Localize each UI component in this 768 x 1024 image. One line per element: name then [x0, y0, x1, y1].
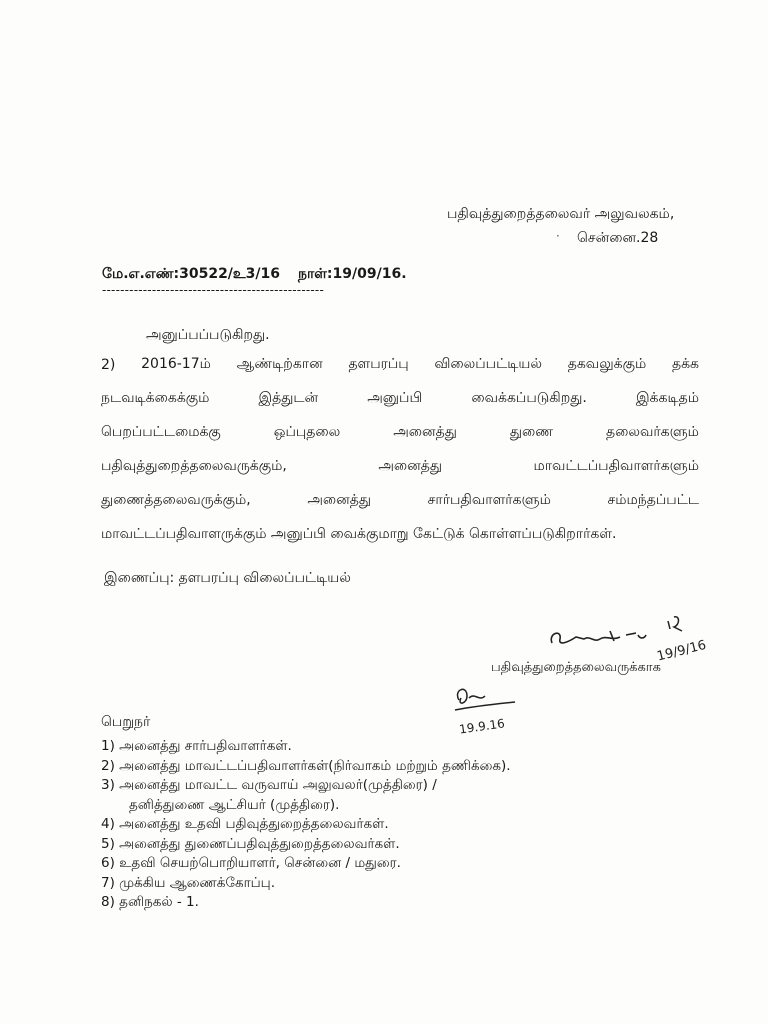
paragraph-word: தகவலுக்கும் — [567, 356, 647, 372]
paragraph-word: விலைப்பட்டியல் — [434, 356, 542, 372]
paragraph-word: நடவடிக்கைக்கும் — [101, 390, 210, 406]
separator-line: ------------------------------------------------- — [102, 283, 324, 297]
sent-line: அனுப்பப்படுகிறது. — [146, 327, 270, 343]
paragraph-word: அனைத்து — [378, 458, 442, 474]
paragraph-word: தளபரப்பு — [348, 356, 409, 372]
recipients-label: பெறுநர் — [101, 714, 151, 730]
paragraph-word: ஆண்டிற்கான — [236, 356, 323, 372]
paragraph-word: இத்துடன் — [258, 390, 319, 406]
paragraph-line — [101, 382, 699, 416]
reference-number: மே.எ.எண்:30522/உ3/16 — [102, 266, 280, 282]
stray-mark: · — [556, 229, 560, 243]
paragraph-word: 2) — [101, 357, 116, 373]
initial-date: 19.9.16 — [458, 716, 506, 737]
paragraph-line — [101, 484, 699, 518]
enclosure-line: இணைப்பு: தளபரப்பு விலைப்பட்டியல் — [104, 570, 351, 586]
letter-date: நாள்:19/09/16. — [298, 266, 407, 282]
paragraph-word: சார்பதிவாளர்களும் — [427, 492, 551, 508]
paragraph-line — [101, 450, 699, 484]
paragraph-word: தலைவர்களும் — [605, 424, 699, 440]
paragraph-word: துணைத்தலைவருக்கும், — [101, 492, 251, 508]
paragraph-word: தக்க — [671, 356, 699, 372]
paragraph-word: மாவட்டப்பதிவாளருக்கும் அனுப்பி வைக்குமாறு கேட்டுக் கொள்ளப்படுகிறார்கள். — [101, 526, 617, 542]
paragraph-line — [101, 416, 699, 450]
signature-date: 19/9/16 — [655, 637, 708, 665]
paragraph-word: பெறப்பட்டமைக்கு — [101, 424, 221, 440]
paragraph-word: அனைத்து — [393, 424, 457, 440]
paragraph-word: அனைத்து — [307, 492, 371, 508]
recipient-item: 6) உதவி செயற்பொறியாளர், சென்னை / மதுரை. — [101, 855, 401, 871]
paragraph-word: 2016-17ம் — [141, 356, 211, 372]
recipient-item: 5) அனைத்து துணைப்பதிவுத்துறைத்தலைவர்கள். — [101, 835, 400, 852]
handwritten-signature — [540, 605, 710, 665]
recipient-item: 7) முக்கிய ஆணைக்கோப்பு. — [101, 874, 276, 891]
paragraph-word: சம்மந்தப்பட்ட — [607, 492, 699, 508]
recipient-item: 1) அனைத்து சார்பதிவாளர்கள். — [101, 738, 292, 754]
paragraph-word: மாவட்டப்பதிவாளர்களும் — [533, 458, 699, 474]
recipient-item: தனித்துணை ஆட்சியர் (முத்திரை). — [129, 796, 340, 813]
paragraph-word: வைக்கப்படுகிறது. — [471, 390, 587, 406]
main-paragraph — [101, 348, 699, 552]
recipient-list — [101, 738, 511, 914]
paragraph-word: பதிவுத்துறைத்தலைவருக்கும், — [101, 458, 287, 474]
office-address-line1: பதிவுத்துறைத்தலைவர் அலுவலகம், — [447, 206, 675, 222]
paragraph-word: துணை — [509, 424, 554, 440]
office-address-line2: சென்னை.28 — [577, 230, 659, 246]
recipient-item: 4) அனைத்து உதவி பதிவுத்துறைத்தலைவர்கள். — [101, 816, 389, 832]
paragraph-word: அனுப்பி — [367, 390, 423, 406]
recipient-item: 2) அனைத்து மாவட்டப்பதிவாளர்கள்(நிர்வாகம் மற்றும் தணிக்கை). — [101, 757, 511, 774]
recipient-item: 3) அனைத்து மாவட்ட வருவாய் அலுவலர்(முத்திரை) / — [101, 777, 437, 793]
initial-mark — [445, 678, 525, 738]
paragraph-word: இக்கடிதம் — [635, 390, 699, 406]
paragraph-line — [101, 518, 699, 552]
paragraph-word: ஒப்புதலை — [273, 424, 341, 440]
paragraph-line — [101, 348, 699, 382]
recipient-item: 8) தனிநகல் - 1. — [101, 894, 199, 910]
signatory-designation: பதிவுத்துறைத்தலைவருக்காக — [491, 660, 661, 675]
